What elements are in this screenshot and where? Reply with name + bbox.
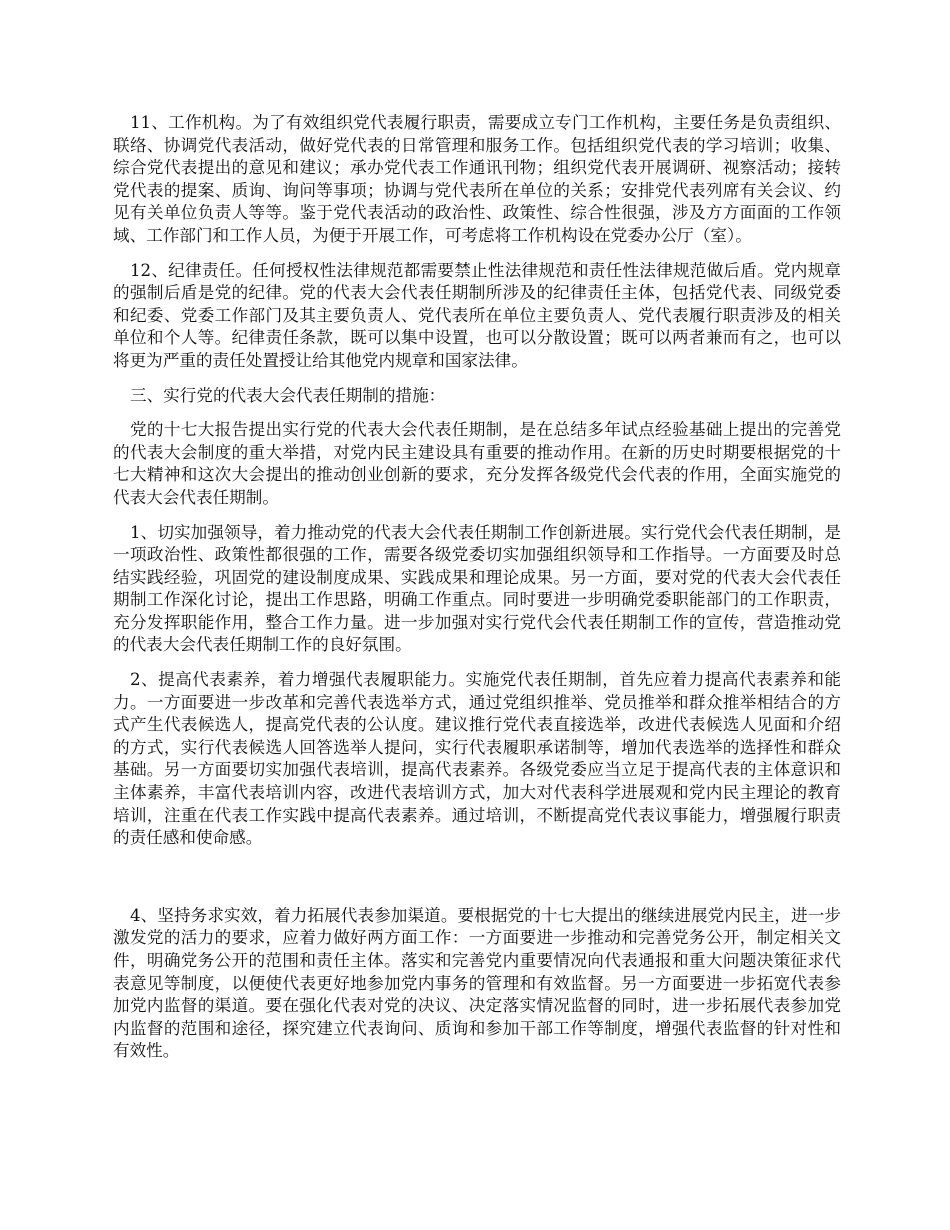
paragraph-measure-4: 4、坚持务求实效，着力拓展代表参加渠道。要根据党的十七大提出的继续进展党内民主，进一步激发党的活力的要求，应着力做好两方面工作：一方面要进一步推动和完善党务公开，制定相关文件，明确党务公开的范围和责任主体。落实和完善党内重要情况向代表通报和重大问题决策征求代表意见等制度，以便使代表更好地参加党内事务的管理和有效监督。另一方面要进一步拓宽代表参加党内监督的渠道。要在强化代表对党的决议、决定落实情况监督的同时，进一步拓展代表参加党内监督的范围和途径，探究建立代表询问、质询和参加干部工作等制度，增强代表监督的针对性和有效性。 [113, 905, 841, 1061]
paragraph-intro-measures: 党的十七大报告提出实行党的代表大会代表任期制，是在总结多年试点经验基础上提出的完善党的代表大会制度的重大举措，对党内民主建设具有重要的推动作用。在新的历史时期要根据党的十七大精神和这次大会提出的推动创业创新的要求，充分发挥各级党代会代表的作用，全面实施党的代表大会代表任期制。 [113, 420, 841, 507]
paragraph-discipline-responsibility: 12、纪律责任。任何授权性法律规范都需要禁止性法律规范和责任性法律规范做后盾。党内规章的强制后盾是党的纪律。党的代表大会代表任期制所涉及的纪律责任主体，包括党代表、同级党委和纪委、党委工作部门及其主要负责人、党代表所在单位主要负责人、党代表履行职责涉及的相关单位和个人等。纪律责任条款，既可以集中设置，也可以分散设置；既可以两者兼而有之，也可以将更为严重的责任处置授让给其他党内规章和国家法律。 [113, 260, 841, 370]
section-heading-measures: 三、实行党的代表大会代表任期制的措施： [130, 385, 446, 405]
paragraph-measure-1: 1、切实加强领导，着力推动党的代表大会代表任期制工作创新进展。实行党代会代表任期制，是一项政治性、政策性都很强的工作，需要各级党委切实加强组织领导和工作指导。一方面要及时总结实践经验，巩固党的建设制度成果、实践成果和理论成果。另一方面，要对党的代表大会代表任期制工作深化讨论，提出工作思路，明确工作重点。同时要进一步明确党委职能部门的工作职责，充分发挥职能作用，整合工作力量。进一步加强对实行党代会代表任期制工作的宣传，营造推动党的代表大会代表任期制工作的良好氛围。 [113, 522, 841, 655]
paragraph-work-agency: 11、工作机构。为了有效组织党代表履行职责，需要成立专门工作机构，主要任务是负责组织、联络、协调党代表活动，做好党代表的日常管理和服务工作。包括组织党代表的学习培训；收集、综合党代表提出的意见和建议；承办党代表工作通讯刊物；组织党代表开展调研、视察活动；接转党代表的提案、质询、询问等事项；协调与党代表所在单位的关系；安排党代表列席有关会议、约见有关单位负责人等等。鉴于党代表活动的政治性、政策性、综合性很强，涉及方方面面的工作领域、工作部门和工作人员，为便于开展工作，可考虑将工作机构设在党委办公厅（室）。 [113, 113, 841, 245]
document-body [113, 112, 841, 1075]
paragraph-measure-2: 2、提高代表素养，着力增强代表履职能力。实施党代表任期制，首先应着力提高代表素养和能力。一方面要进一步改革和完善代表选举方式，通过党组织推举、党员推举和群众推举相结合的方式产生代表候选人，提高党代表的公认度。建议推行党代表直接选举，改进代表候选人见面和介绍的方式，实行代表候选人回答选举人提问，实行代表履职承诺制等，增加代表选举的选择性和群众基础。另一方面要切实加强代表培训，提高代表素养。各级党委应当立足于提高代表的主体意识和主体素养，丰富代表培训内容，改进代表培训方式，加大对代表科学进展观和党内民主理论的教育培训，注重在代表工作实践中提高代表素养。通过培训，不断提高党代表议事能力，增强履行职责的责任感和使命感。 [113, 670, 841, 848]
